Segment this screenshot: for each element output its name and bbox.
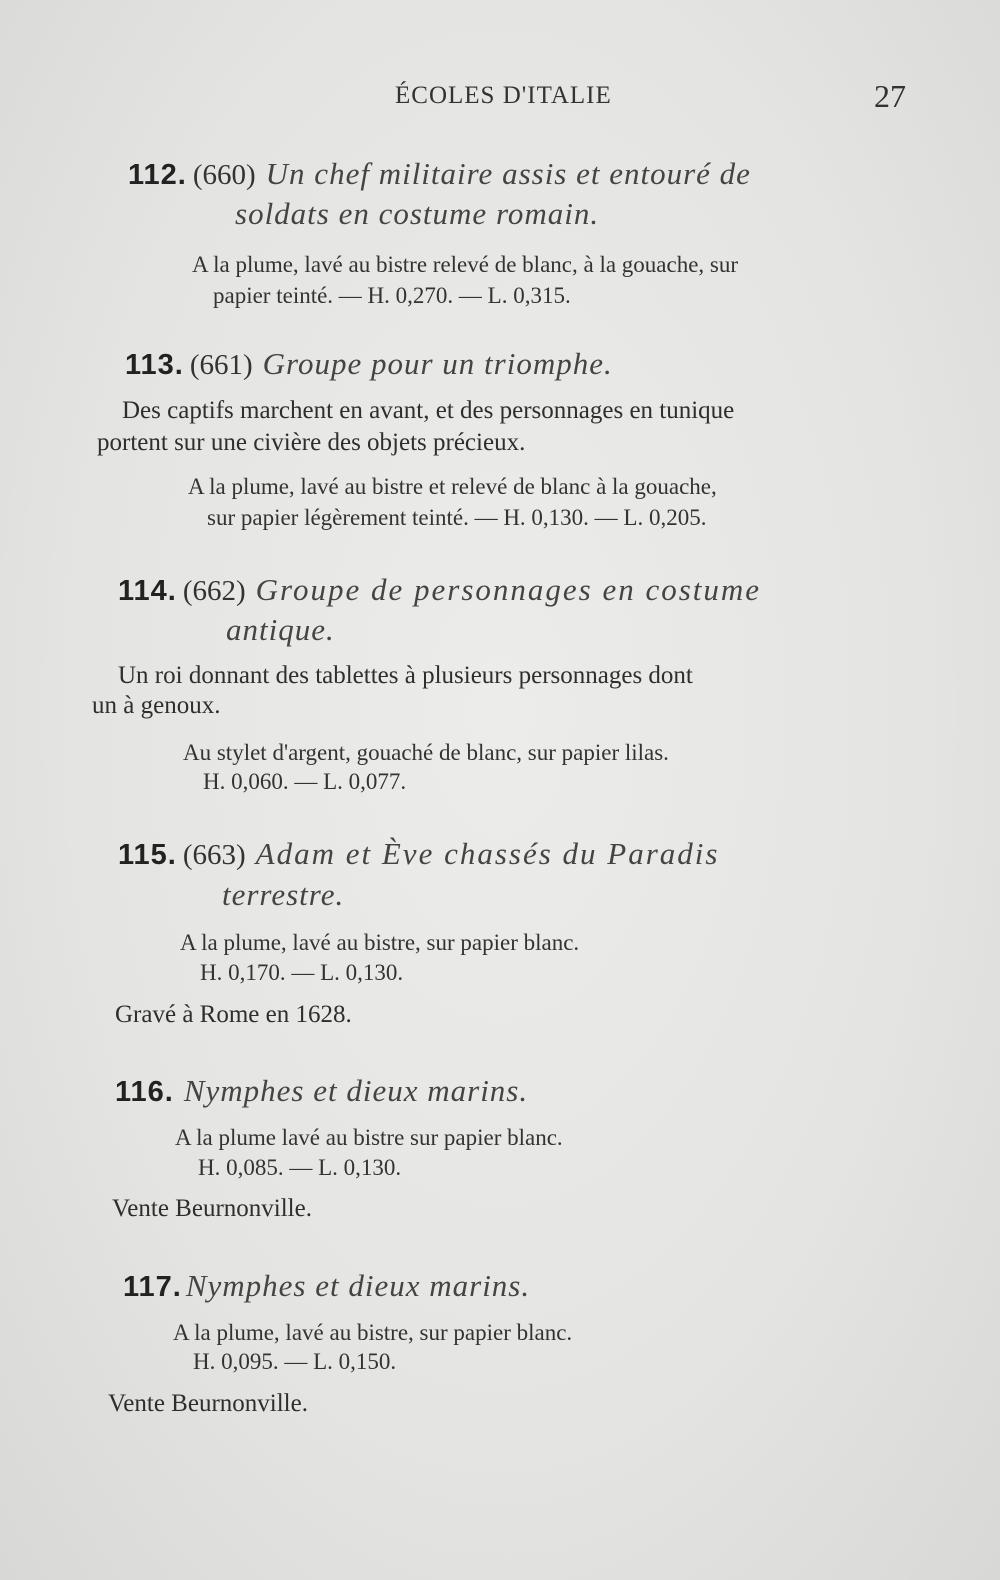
description-line: Des captifs marchent en avant, et des personnages en tunique <box>122 397 735 424</box>
description-line: portent sur une civière des objets précieux. <box>97 429 526 456</box>
entry-number: 116. <box>115 1076 174 1108</box>
technique-line: A la plume lavé au bistre sur papier blanc. <box>175 1125 563 1150</box>
entry-title: Un chef militaire assis et entouré de <box>265 156 751 191</box>
technique-line: Au stylet d'argent, gouaché de blanc, sur papier lilas. <box>183 740 669 765</box>
entry-title: Nymphes et dieux marins. <box>185 1268 531 1303</box>
dimensions-line: H. 0,085. — L. 0,130. <box>198 1155 402 1180</box>
entry-number: 114. <box>118 575 177 607</box>
entry-heading <box>123 1267 530 1306</box>
dimensions-line: H. 0,095. — L. 0,150. <box>193 1349 397 1374</box>
technique-line: A la plume, lavé au bistre et relevé de blanc à la gouache, <box>188 474 717 499</box>
page-number: 27 <box>874 78 906 114</box>
entry-heading <box>128 155 751 194</box>
inventory-number: (661) <box>189 349 253 381</box>
entry-title: Groupe de personnages en costume <box>255 572 762 607</box>
provenance-note: Vente Beurnonville. <box>108 1390 308 1417</box>
entry-number: 112. <box>128 159 187 191</box>
running-title: ÉCOLES D'ITALIE <box>395 82 612 109</box>
technique-line: A la plume, lavé au bistre relevé de blanc, à la gouache, sur <box>192 252 739 277</box>
dimensions-line: sur papier légèrement teinté. — H. 0,130. — L. 0,205. <box>207 505 707 530</box>
description-line: Un roi donnant des tablettes à plusieurs personnages dont <box>118 662 693 689</box>
entry-title: Groupe pour un triomphe. <box>262 346 613 381</box>
entry-heading <box>115 1072 528 1111</box>
dimensions-line: H. 0,170. — L. 0,130. <box>200 960 404 985</box>
description-line: un à genoux. <box>92 692 221 719</box>
entry-title: Nymphes et dieux marins. <box>183 1073 529 1108</box>
entry-title: Adam et Ève chassés du Paradis <box>255 836 720 871</box>
entry-title-continued: terrestre. <box>222 877 345 912</box>
inventory-number: (660) <box>192 159 256 191</box>
entry-heading <box>118 571 761 610</box>
entry-title-continued: antique. <box>226 612 335 647</box>
entry-number: 115. <box>118 839 177 871</box>
provenance-note: Vente Beurnonville. <box>112 1195 312 1222</box>
entry-heading <box>125 345 613 384</box>
provenance-note: Gravé à Rome en 1628. <box>115 1001 352 1028</box>
running-head <box>0 78 1000 118</box>
entry-number: 117. <box>123 1271 182 1303</box>
technique-line: A la plume, lavé au bistre, sur papier blanc. <box>180 930 580 955</box>
inventory-number: (663) <box>182 839 246 871</box>
inventory-number: (662) <box>182 575 246 607</box>
technique-line: A la plume, lavé au bistre, sur papier blanc. <box>173 1320 573 1345</box>
dimensions-line: H. 0,060. — L. 0,077. <box>203 769 407 794</box>
entry-heading <box>118 835 719 874</box>
entry-title-continued: soldats en costume romain. <box>235 196 600 231</box>
entry-number: 113. <box>125 349 184 381</box>
dimensions-line: papier teinté. — H. 0,270. — L. 0,315. <box>213 283 571 308</box>
